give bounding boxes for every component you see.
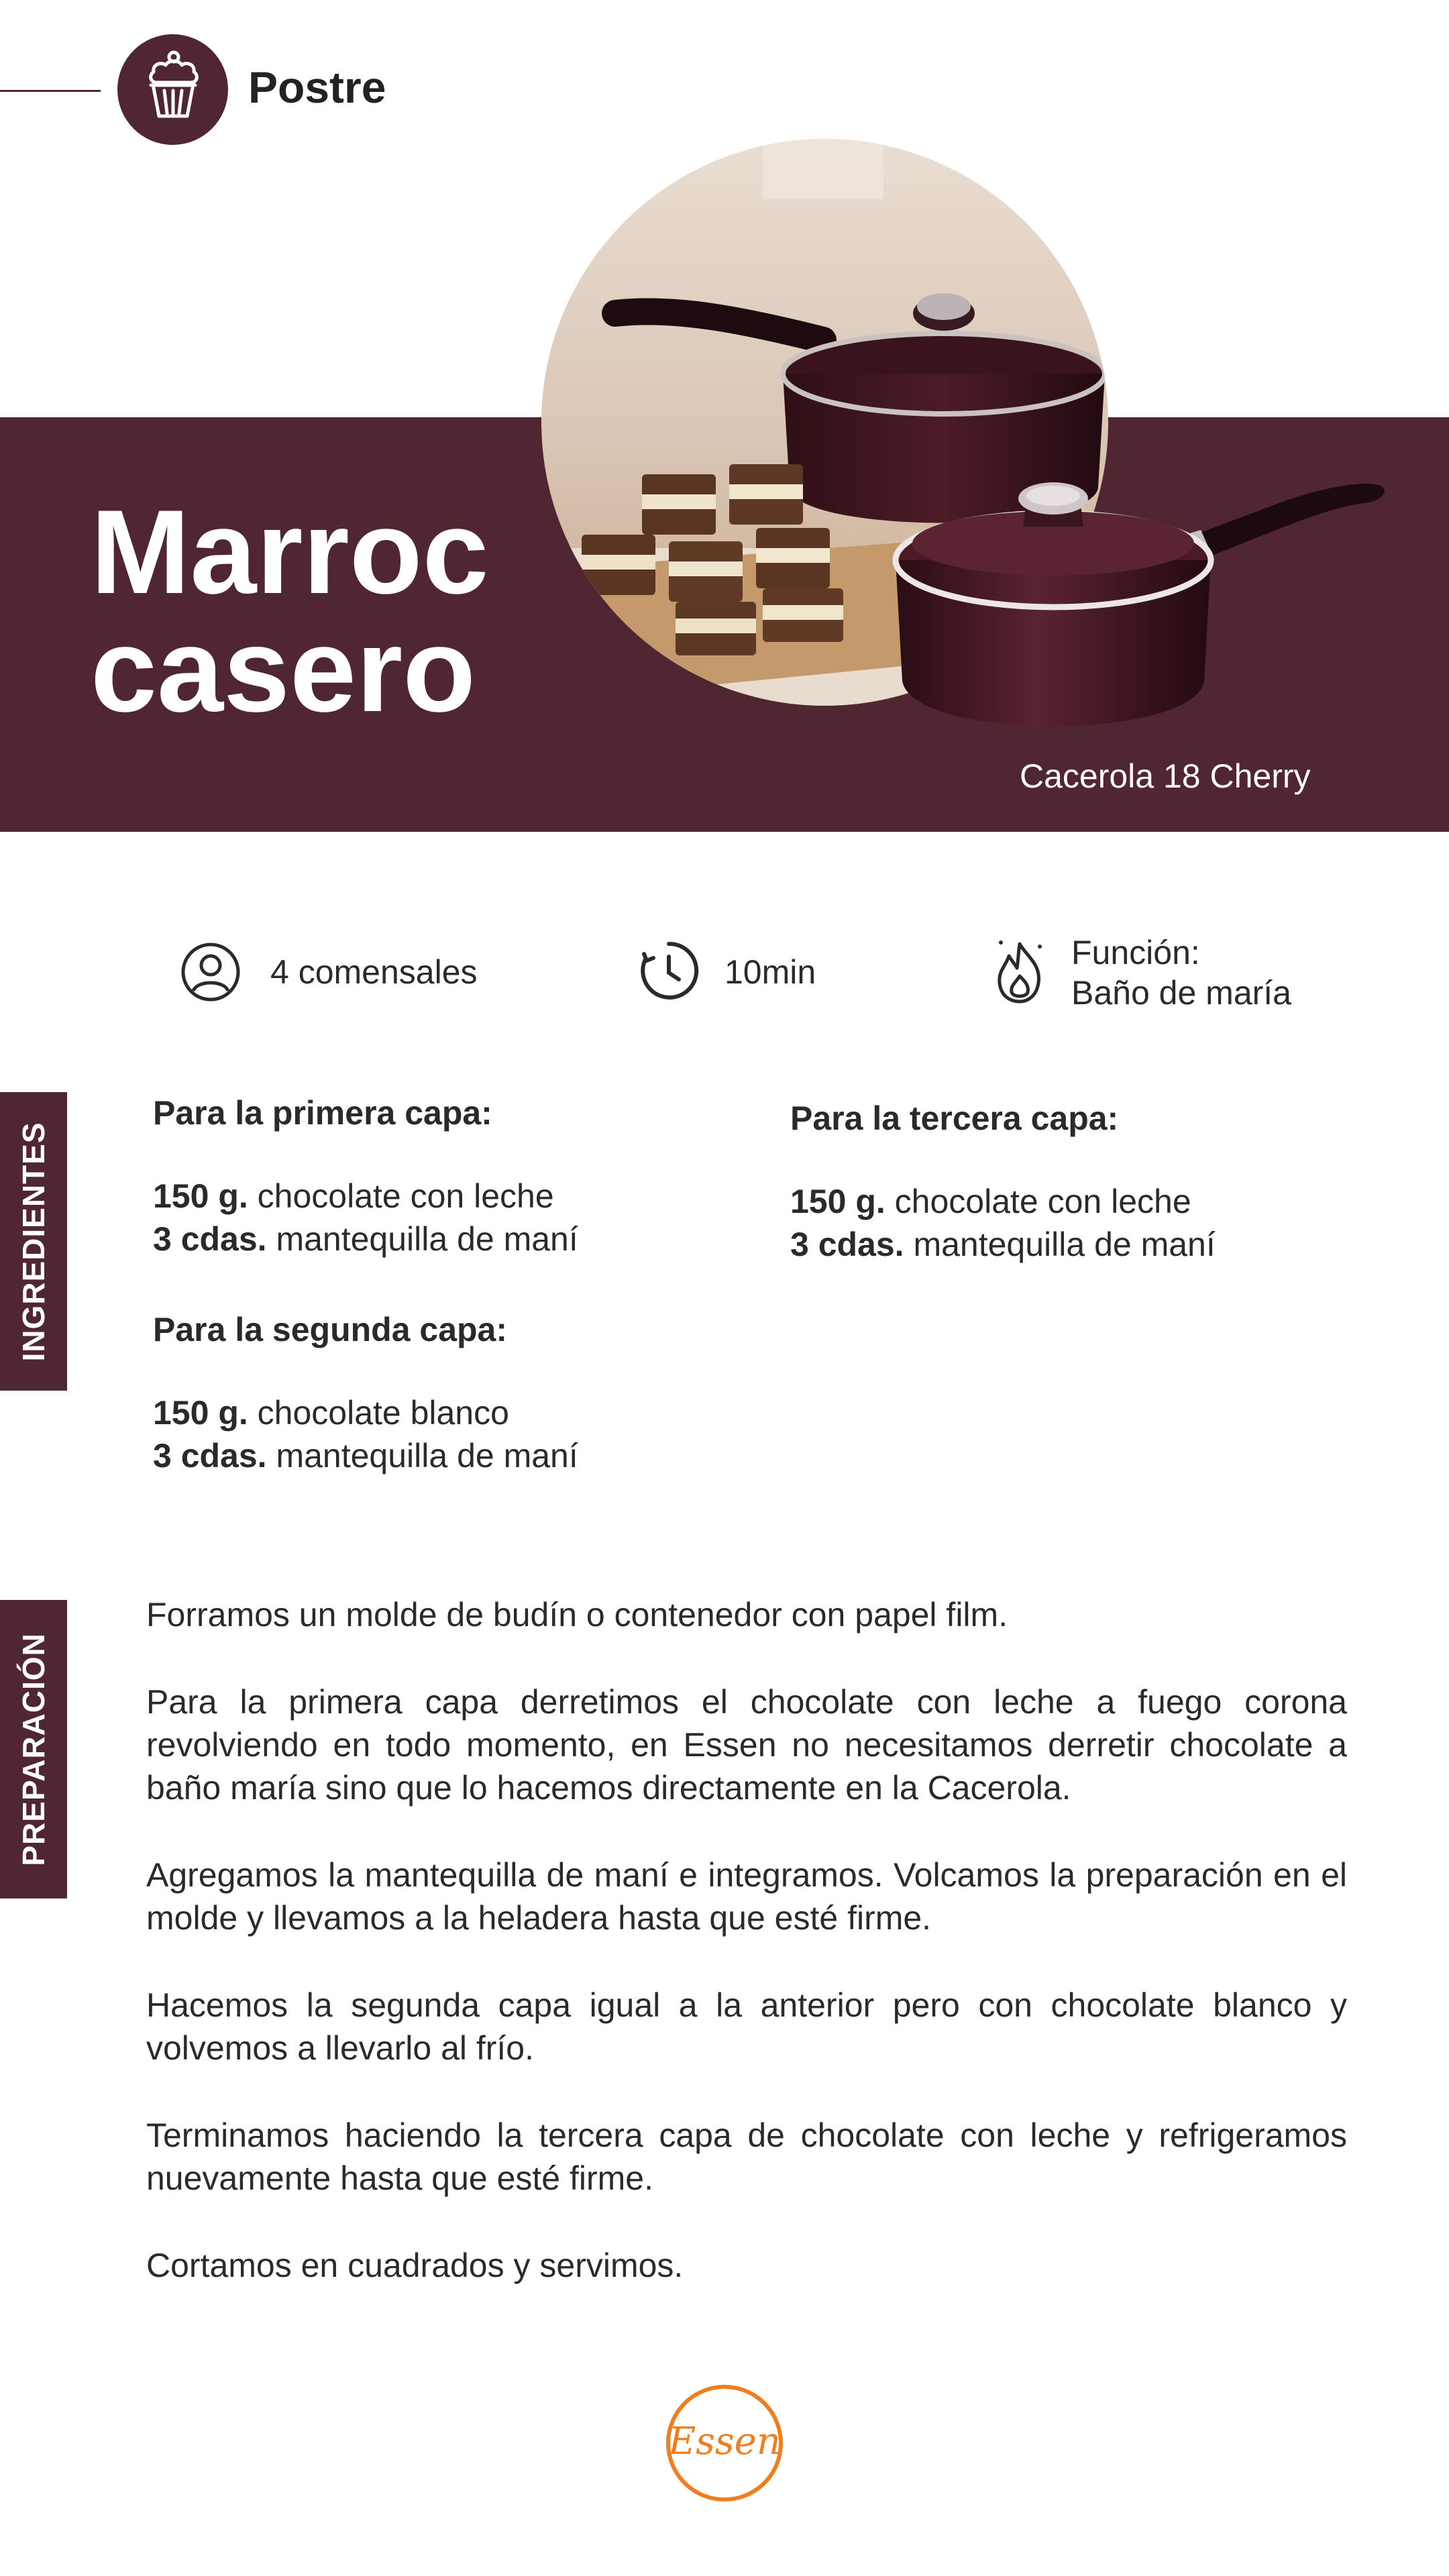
person-icon bbox=[180, 941, 241, 1003]
preparation-step: Hacemos la segunda capa igual a la anterior pero con chocolate blanco y volvemos a llevarlo al frío. bbox=[146, 1986, 1347, 2067]
ingredient-group-3 bbox=[790, 1099, 1216, 1264]
product-name: Cacerola 18 Cherry bbox=[1020, 757, 1311, 795]
ingredient-item: 150 g. chocolate blanco bbox=[153, 1394, 509, 1432]
essen-logo bbox=[664, 2383, 785, 2504]
cupcake-icon bbox=[117, 34, 228, 145]
ingredient-item: 150 g. chocolate con leche bbox=[153, 1177, 554, 1215]
category-badge bbox=[117, 34, 228, 145]
time-text: 10min bbox=[724, 953, 816, 991]
servings-text: 4 comensales bbox=[270, 953, 478, 991]
ingredients-tab-label: INGREDIENTES bbox=[16, 1121, 51, 1362]
recipe-title-line-1: Marroc bbox=[91, 485, 489, 619]
preparation-step: Agregamos la mantequilla de maní e integramos. Volcamos la preparación en el molde y llevamos a la heladera hasta que esté firme. bbox=[146, 1856, 1347, 1937]
ingredient-group-heading: Para la tercera capa: bbox=[790, 1099, 1119, 1137]
recipe-title bbox=[91, 485, 489, 737]
function-label: Función: bbox=[1071, 934, 1200, 971]
ingredient-item: 3 cdas. mantequilla de maní bbox=[153, 1220, 578, 1258]
ingredients-tab bbox=[0, 1092, 67, 1391]
ingredient-item: 150 g. chocolate con leche bbox=[790, 1183, 1191, 1220]
ingredient-group-1 bbox=[153, 1093, 578, 1258]
preparation-step: Terminamos haciendo la tercera capa de chocolate con leche y refrigeramos nuevamente hasta que esté firme. bbox=[146, 2116, 1347, 2197]
preparation-step: Cortamos en cuadrados y servimos. bbox=[146, 2247, 684, 2284]
preparation-step: Forramos un molde de budín o contenedor con papel film. bbox=[146, 1596, 1008, 1633]
product-cacerola-image bbox=[885, 460, 1395, 741]
cooking-function bbox=[1071, 932, 1291, 1013]
ingredient-item: 3 cdas. mantequilla de maní bbox=[790, 1226, 1216, 1263]
category-label: Postre bbox=[248, 62, 386, 112]
ingredient-group-2 bbox=[153, 1310, 578, 1475]
ingredient-item: 3 cdas. mantequilla de maní bbox=[153, 1437, 578, 1474]
header-divider-line bbox=[0, 90, 101, 92]
preparation-tab-label: PREPARACIÓN bbox=[16, 1632, 51, 1866]
recipe-title-line-2: casero bbox=[91, 603, 476, 737]
flame-icon bbox=[991, 936, 1049, 1006]
ingredient-group-heading: Para la primera capa: bbox=[153, 1094, 492, 1132]
preparation-steps bbox=[146, 1593, 1347, 2331]
clock-icon bbox=[637, 939, 701, 1003]
logo-text: Essen bbox=[668, 2420, 781, 2463]
function-value: Baño de maría bbox=[1071, 974, 1291, 1012]
preparation-tab bbox=[0, 1600, 67, 1898]
ingredient-group-heading: Para la segunda capa: bbox=[153, 1311, 508, 1348]
preparation-step: Para la primera capa derretimos el chocolate con leche a fuego corona revolviendo en todo momento, en Essen no necesitamos derretir chocolate a baño maría sino que lo hacemos directamente en la Cacerola. bbox=[146, 1683, 1347, 1807]
